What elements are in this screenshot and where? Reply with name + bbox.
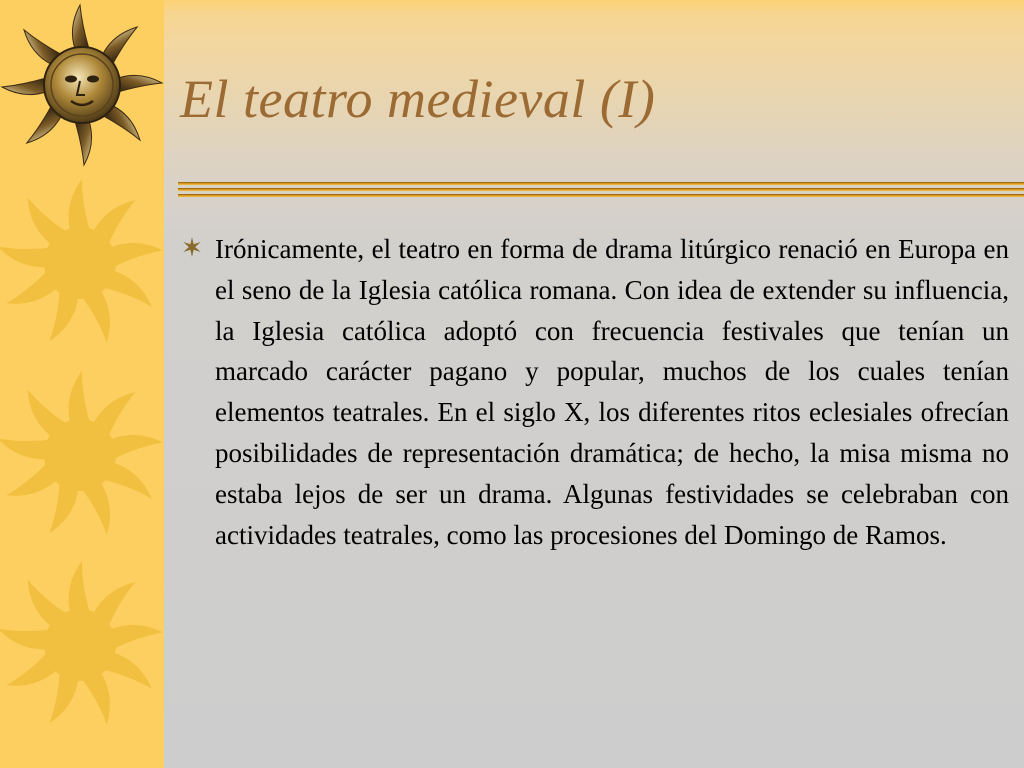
top-accent-strip (164, 0, 1024, 12)
star-bullet-icon (180, 235, 204, 259)
sun-icon (0, 370, 164, 540)
sun-face-icon (0, 0, 164, 170)
sun-icon (0, 560, 164, 730)
slide-title: El teatro medieval (I) (180, 69, 656, 129)
title-divider (178, 182, 1024, 204)
bullet-text: Irónicamente, el teatro en forma de drama litúrgico renació en Europa en el seno de la Iglesia católica romana. Con idea de extender su influencia, la Iglesia católica adoptó con frecuencia festivales que tenían un marcado carácter pagano y popular, muchos de los cuales tenían elementos teatrales. En el siglo X, los diferentes ritos eclesiales ofrecían posibilidades de representación dramática; de hecho, la misa misma no estaba lejos de ser un drama. Algunas festividades se celebraban con actividades teatrales, como las procesiones del Domingo de Ramos. (215, 234, 1009, 550)
sun-icon (0, 178, 164, 348)
left-decorative-band (0, 0, 164, 768)
bullet-item (180, 229, 1009, 555)
